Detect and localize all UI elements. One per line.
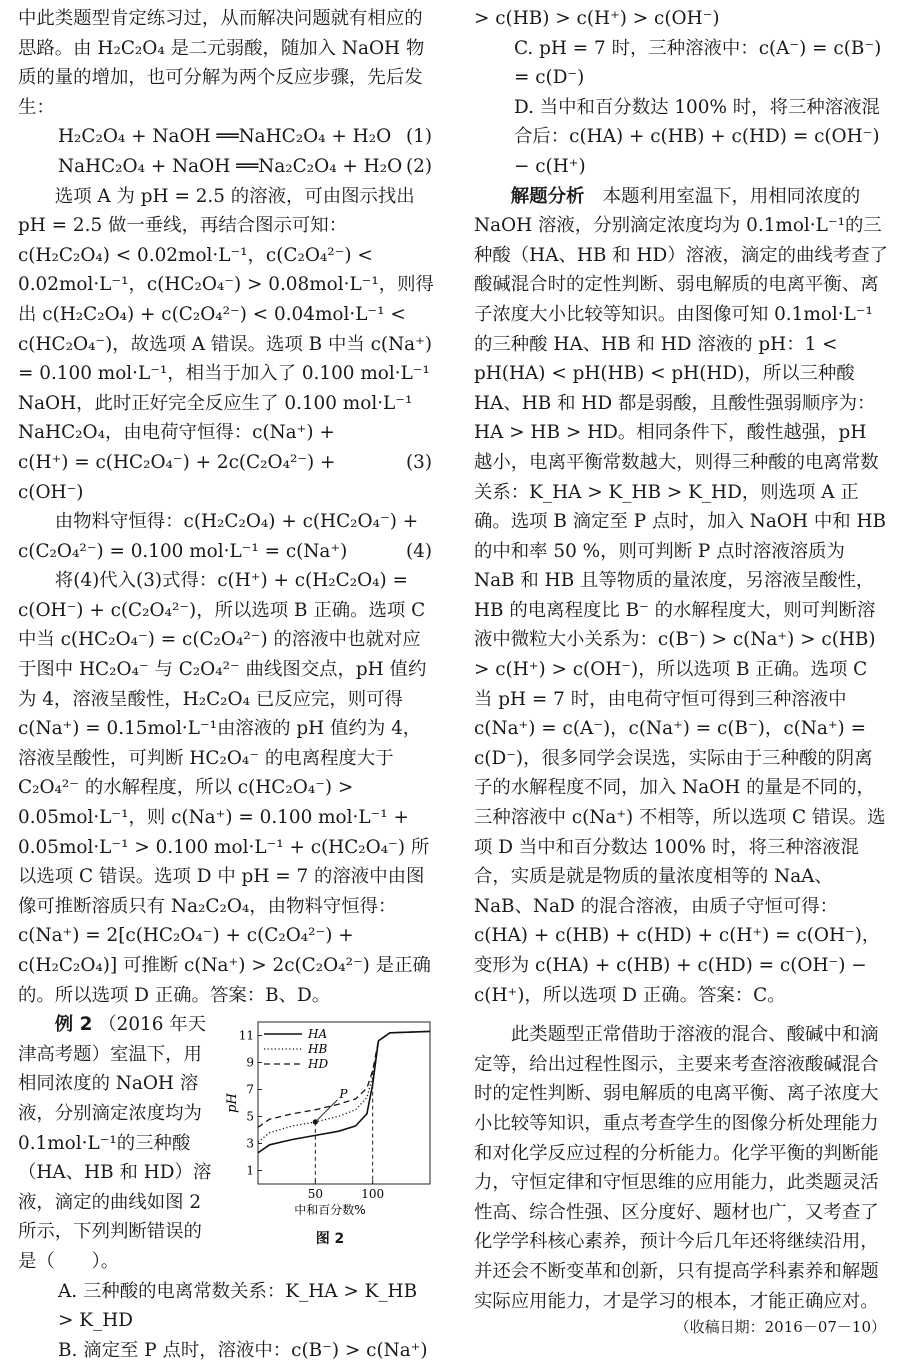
equation-4-text: c(C₂O₄²⁻) = 0.100 mol·L⁻¹ = c(Na⁺) — [18, 540, 348, 562]
point-p-leader — [317, 1100, 337, 1120]
x-axis-label: 中和百分数% — [294, 1203, 366, 1218]
option-c: C. pH = 7 时，三种溶液中：c(A⁻) = c(B⁻) = c(D⁻) — [514, 37, 882, 89]
paragraph-material-balance: 由物料守恒得：c(H₂C₂O₄) + c(HC₂O₄⁻) + — [54, 511, 419, 533]
y-tick-label-7: 7 — [246, 1082, 254, 1097]
analysis-paragraph — [474, 182, 888, 1011]
equation-1 — [18, 122, 436, 152]
option-b: B. 滴定至 P 点时，溶液中：c(B⁻) > c(Na⁺) — [58, 1339, 428, 1361]
equation-3-text: c(H⁺) = c(HC₂O₄⁻) + 2c(C₂O₄²⁻) + c(OH⁻) — [18, 451, 336, 503]
paragraph-option-a-b: 选项 A 为 pH = 2.5 的溶液，可由图示找出 pH = 2.5 做一垂线，再结合图示可知：c(H₂C₂O₄) < 0.02mol·L⁻¹，c(C₂O₄²⁻) < 0.02mol·L⁻¹，c(HC₂O₄⁻) > 0.08mol·L⁻¹，则得出 c(H₂C₂O₄) + c(C₂O₄²⁻) < 0.04mol·L⁻¹ < c(HC₂O₄⁻)，故选项 A 错误。选项 B 中当 c(Na⁺) = 0.100 mol·L⁻¹，相当于加入了 0.100 mol·L⁻¹ NaOH，此时正好完全反应生了 0.100 mol·L⁻¹ NaHC₂O₄，由电荷守恒得：c(Na⁺) + — [18, 185, 434, 444]
analysis-label: 解题分析 — [510, 185, 585, 207]
equation-2-text: NaHC₂O₄ + NaOH ══Na₂C₂O₄ + H₂O — [58, 155, 403, 177]
option-b-continued: > c(HB) > c(H⁺) > c(OH⁻) — [474, 8, 720, 29]
x-tick-label-100: 100 — [361, 1187, 385, 1202]
x-tick-label-50: 50 — [307, 1187, 323, 1202]
paragraph-intro: 中此类题型肯定练习过，从而解决问题就有相应的思路。由 H₂C₂O₄ 是二元弱酸，随加入 NaOH 物质的量的增加，也可分解为两个反应步骤，先后发生： — [18, 8, 425, 118]
option-d: D. 当中和百分数达 100% 时，将三种溶液混合后：c(HA) + c(HB) + c(HD) = c(OH⁻) − c(H⁺) — [514, 96, 880, 177]
y-tick-label-1: 1 — [246, 1163, 254, 1178]
example-2 — [18, 1010, 436, 1276]
equation-4-number: (4) — [405, 540, 432, 562]
legend-label-hb: HB — [308, 1042, 328, 1057]
equation-3 — [18, 448, 436, 507]
figure-caption: 图 2 — [315, 1231, 345, 1248]
received-date: （收稿日期：2016－07－10） — [674, 1318, 886, 1337]
point-p-label: P — [339, 1087, 348, 1102]
legend-label-ha: HA — [308, 1027, 328, 1042]
example-2-label: 例 2 — [54, 1014, 93, 1036]
option-a: A. 三种酸的电离常数关系：K_HA > K_HB > K_HD — [58, 1280, 418, 1332]
chart-axes — [225, 1022, 430, 1217]
equation-3-number: (3) — [405, 451, 432, 473]
left-column — [18, 4, 436, 1365]
equation-2 — [18, 152, 436, 182]
right-column — [474, 4, 888, 1338]
analysis-text: 本题利用室温下，用相同浓度的 NaOH 溶液，分别滴定浓度均为 0.1mol·L⁻¹的三种酸（HA、HB 和 HD）溶液，滴定的曲线考查了酸碱混合时的定性判断、弱电解质的电离平衡、离子浓度大小比较等知识。由图像可知 0.1mol·L⁻¹ 的三种酸 HA、HB 和 HD 溶液的 pH：1 < pH(HA) < pH(HB) < pH(HD)，所以三种酸 HA、HB 和 HD 都是弱酸，且酸性强弱顺序为：HA > HB > HD。相同条件下，酸性越强，pH 越小，电离平衡常数越大，则得三种酸的电离常数关系：K_HA > K_HB > K_HD，则选项 A 正确。选项 B 滴定至 P 点时，加入 NaOH 中和 HB 的中和率 50 %，则可判断 P 点时溶液溶质为 NaB 和 HB 且等物质的量浓度，另溶液呈酸性，HB 的电离程度比 B⁻ 的水解程度大，则可判断溶液中微粒大小关系为：c(B⁻) > c(Na⁺) > c(HB) > c(H⁺) > c(OH⁻)，所以选项 B 正确。选项 C 当 pH = 7 时，由电荷守恒可得到三种溶液中 c(Na⁺) = c(A⁻)，c(Na⁺) = c(B⁻)，c(Na⁺) = c(D⁻)，很多同学会误选，实际由于三种酸的阴离子的水解程度不同，加入 NaOH 的量是不同的，三种溶液中 c(Na⁺) 不相等，所以选项 C 错误。选项 D 当中和百分数达 100% 时，将三种溶液混合，实质是就是物质的量浓度相等的 NaA、NaB、NaD 的混合溶液，由质子守恒可得：c(HA) + c(HB) + c(HD) + c(H⁺) = c(OH⁻)，变形为 c(HA) + c(HB) + c(HD) = c(OH⁻) − c(H⁺)，所以选项 D 正确。答案：C。 — [474, 185, 888, 1006]
series-line-hd — [258, 1032, 430, 1128]
paragraph-option-c-d: 将(4)代入(3)式得：c(H⁺) + c(H₂C₂O₄) = c(OH⁻) + c(C₂O₄²⁻)，所以选项 B 正确。选项 C 中当 c(HC₂O₄⁻) = c(C₂O₄²⁻) 的溶液中也就对应于图中 HC₂O₄⁻ 与 C₂O₄²⁻ 曲线图交点，pH 值约为 4，溶液呈酸性，H₂C₂O₄ 已反应完，则可得 c(Na⁺) = 0.15mol·L⁻¹由溶液的 pH 值约为 4，溶液呈酸性，可判断 HC₂O₄⁻ 的电离程度大于 C₂O₄²⁻ 的水解程度，所以 c(HC₂O₄⁻) > 0.05mol·L⁻¹，则 c(Na⁺) = 0.100 mol·L⁻¹ + 0.05mol·L⁻¹ > 0.100 mol·L⁻¹ + c(HC₂O₄⁻) 所以选项 C 错误。选项 D 中 pH = 7 的溶液中由图像可推断溶质只有 Na₂C₂O₄，由物料守恒得：c(Na⁺) = 2[c(HC₂O₄⁻) + c(C₂O₄²⁻) + c(H₂C₂O₄)] 可推断 c(Na⁺) > 2c(C₂O₄²⁻) 是正确的。所以选项 D 正确。答案：B、D。 — [18, 570, 431, 1006]
y-tick-label-11: 11 — [238, 1028, 254, 1043]
y-tick-label-5: 5 — [246, 1109, 254, 1124]
titration-chart — [224, 1016, 436, 1230]
equation-1-number: (1) — [405, 126, 432, 148]
legend-label-hd: HD — [308, 1057, 329, 1072]
equation-2-number: (2) — [405, 155, 432, 177]
chart-legend — [264, 1027, 328, 1071]
y-tick-label-9: 9 — [246, 1055, 254, 1070]
y-tick-label-3: 3 — [246, 1136, 254, 1151]
equation-1-text: H₂C₂O₄ + NaOH ══NaHC₂O₄ + H₂O — [58, 126, 392, 148]
y-axis-label: pH — [225, 1093, 240, 1114]
example-2-text: （2016 年天津高考题）室温下，用相同浓度的 NaOH 溶液，分别滴定浓度均为 0.1mol·L⁻¹的三种酸（HA、HB 和 HD）溶液，滴定的曲线如图 2 所示，下列判断错误的是（ ）。 — [18, 1014, 212, 1272]
equation-4 — [18, 537, 436, 567]
figure-2 — [224, 1016, 436, 1252]
summary-paragraph: 此类题型正常借助于溶液的混合、酸碱中和滴定等，给出过程性图示，主要来考查溶液酸碱混合时的定性判断、弱电解质的电离平衡、离子浓度大小比较等知识，重点考查学生的图像分析处理能力和对化学反应过程的分析能力。化学平衡的判断能力，守恒定律和守恒思维的应用能力，此类题灵活性高、综合性强、区分度好、题材也广，又考查了化学学科核心素养，预计今后几年还将继续沿用，并还会不断变革和创新，只有提高学科素养和解题实际应用能力，才是学习的根本，才能正确应对。 — [474, 1024, 879, 1312]
chart-lines — [258, 1032, 430, 1154]
point-p — [313, 1119, 318, 1124]
